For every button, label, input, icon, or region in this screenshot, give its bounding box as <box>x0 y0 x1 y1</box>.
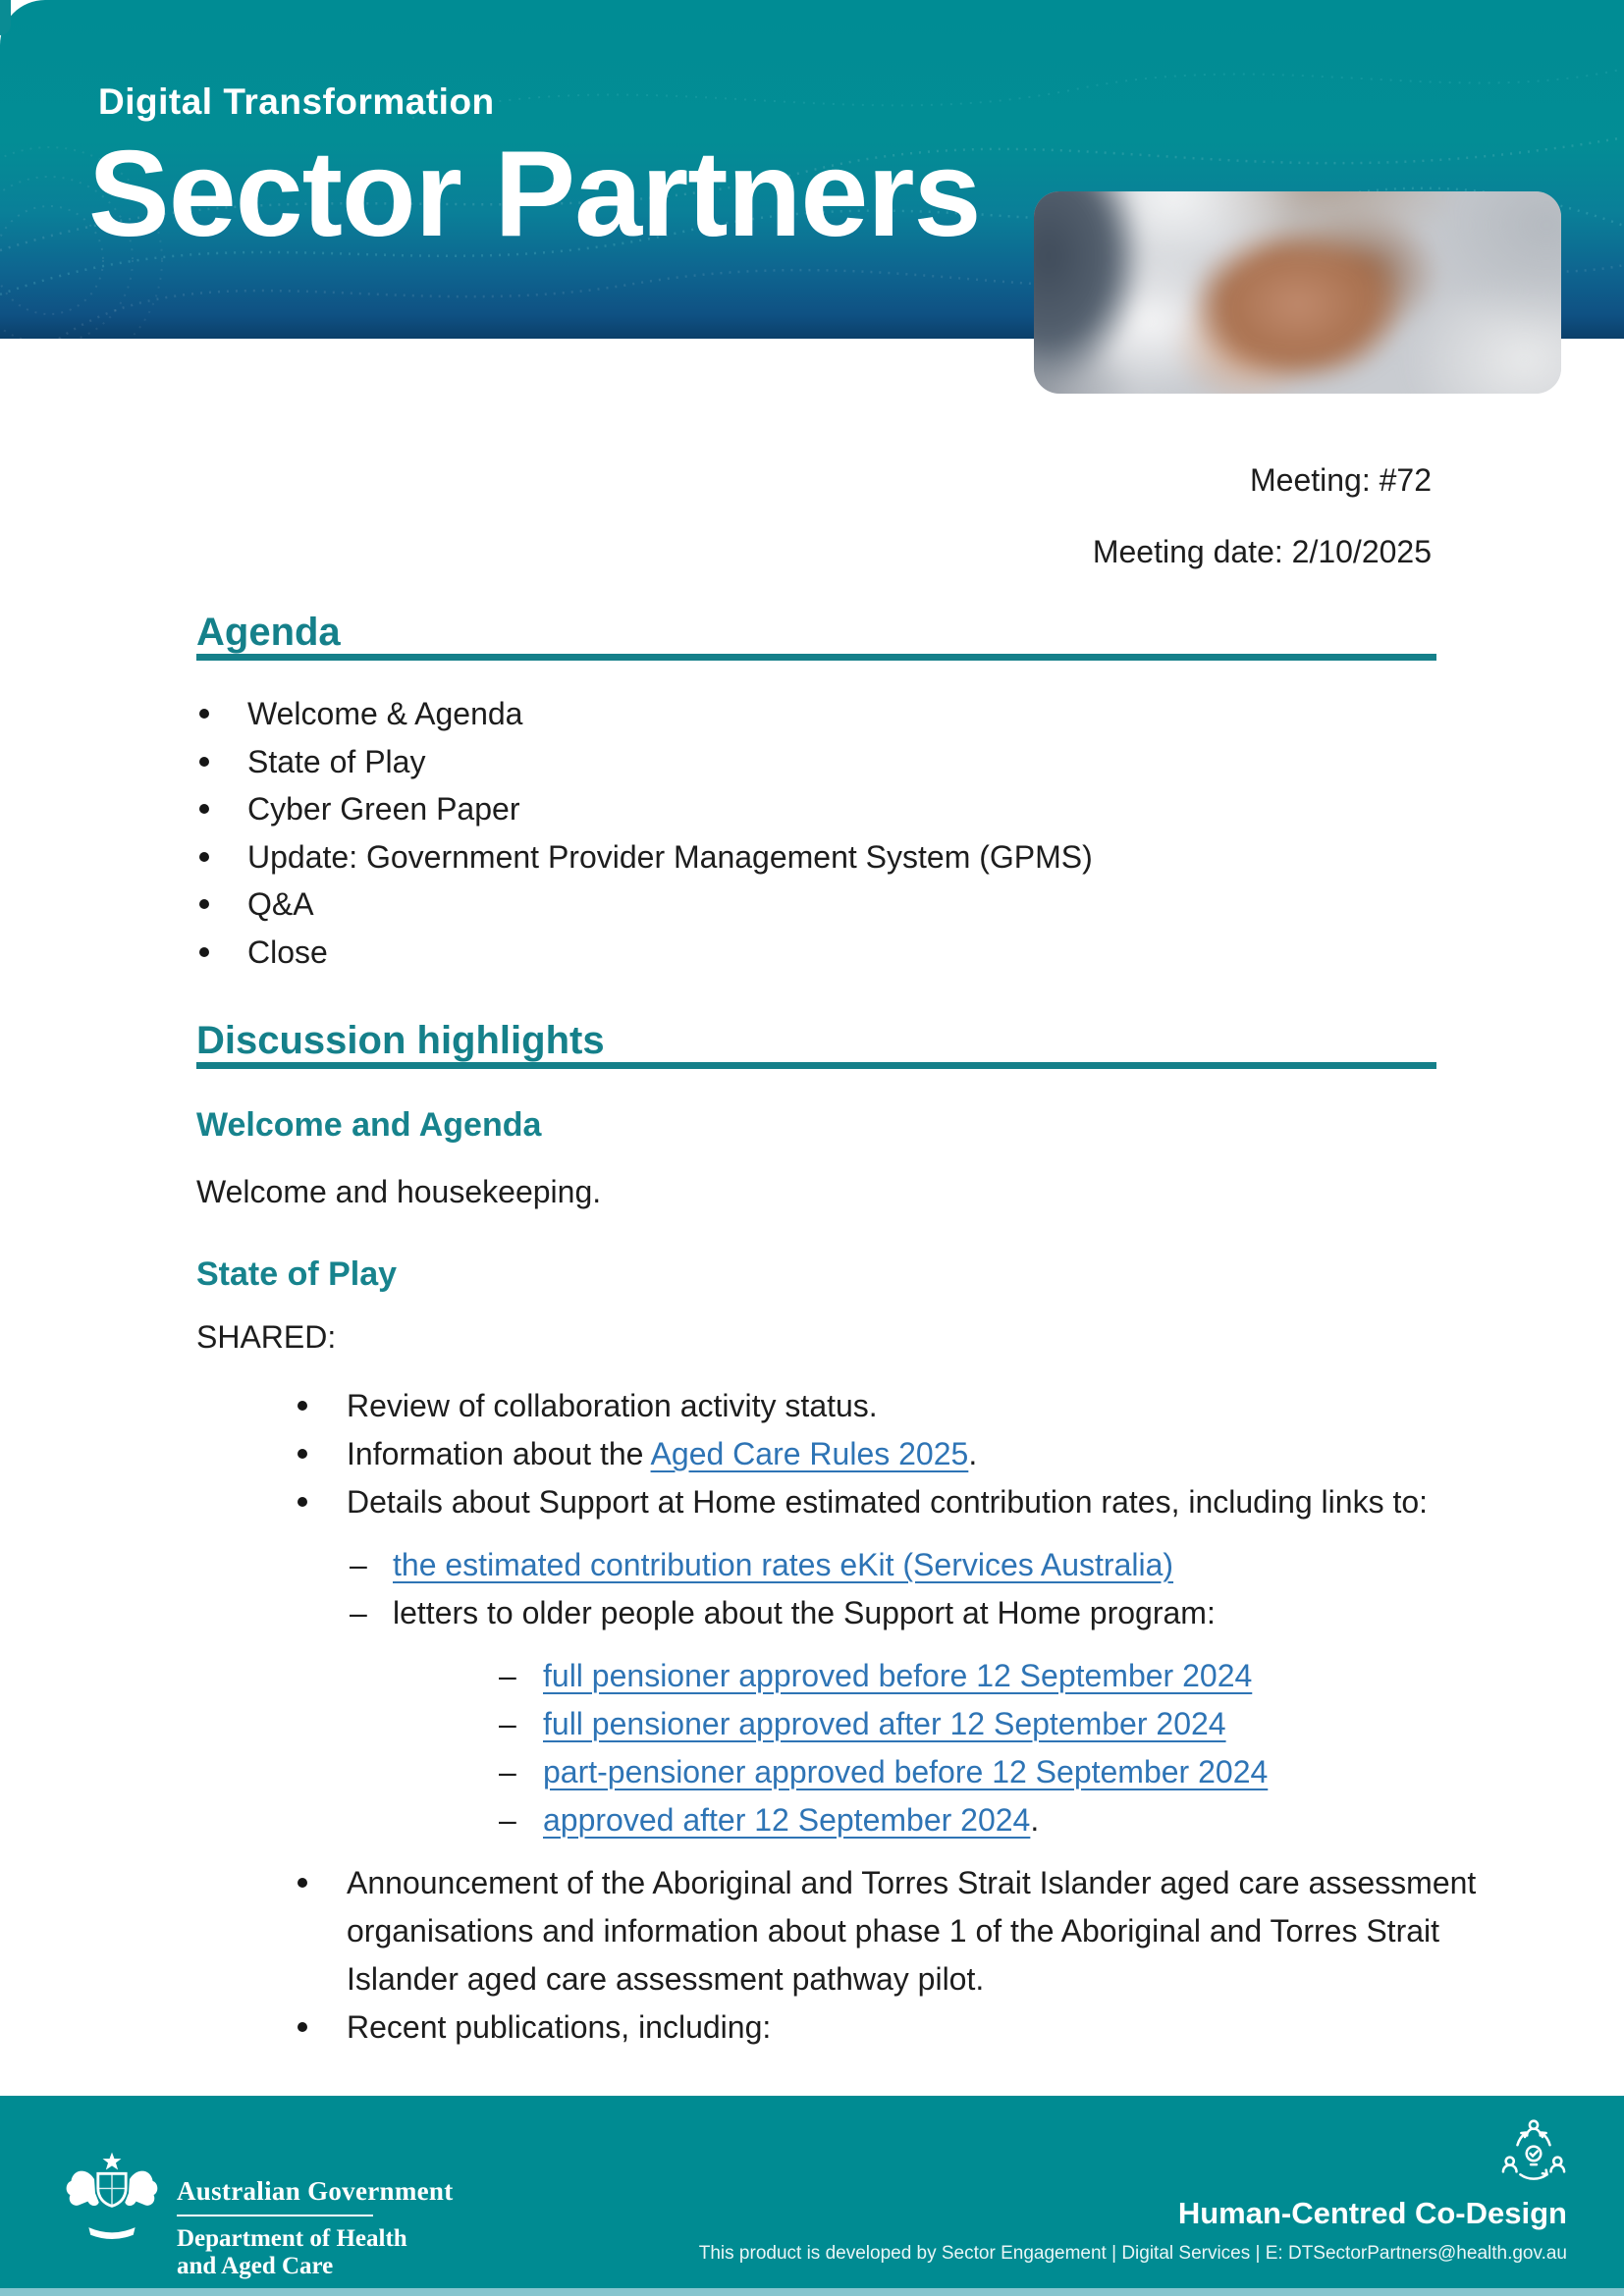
inline-link[interactable]: full pensioner approved before 12 September 2024 <box>543 1658 1253 1693</box>
state-of-play-subheading: State of Play <box>196 1255 398 1293</box>
welcome-body: Welcome and housekeeping. <box>196 1174 602 1209</box>
agenda-item: Close <box>199 929 1093 977</box>
list-item <box>0 1541 1434 1589</box>
coat-of-arms-logo <box>61 2147 163 2245</box>
footer-credit: This product is developed by Sector Engagement | Digital Services | E: DTSectorPartners@health.gov.au <box>698 2243 1567 2264</box>
section-divider <box>196 1062 1436 1069</box>
footer-banner <box>0 2096 1624 2296</box>
page-title: Sector Partners <box>88 127 981 262</box>
co-design-icon <box>1500 2117 1567 2184</box>
list-item <box>0 2003 1478 2052</box>
inline-link[interactable]: part-pensioner approved before 12 September 2024 <box>543 1754 1269 1789</box>
list-item <box>0 1652 1434 1700</box>
meeting-date: Meeting date: 2/10/2025 <box>1092 534 1432 569</box>
footer-bottom-strip <box>0 2288 1624 2296</box>
agenda-item: Q&A <box>199 881 1093 929</box>
agenda-heading: Agenda <box>196 611 341 654</box>
shared-label: SHARED: <box>196 1319 337 1355</box>
list-item <box>0 1700 1434 1748</box>
photo-art <box>1034 191 1561 394</box>
meeting-info <box>1093 462 1432 570</box>
co-design-title: Human-Centred Co-Design <box>1177 2196 1567 2230</box>
agenda-item: State of Play <box>199 738 1093 786</box>
text-segment: Announcement of the Aboriginal and Torres Strait Islander aged care assessment organisations and information about phase 1 of the Aboriginal and Torres Strait Islander aged care assessment pathway pilot. <box>347 1865 1477 1997</box>
government-logo-text <box>177 2176 454 2280</box>
inline-link[interactable]: the estimated contribution rates eKit (Services Australia) <box>393 1547 1174 1582</box>
gov-line3: and Aged Care <box>177 2253 334 2279</box>
agenda-list <box>199 690 1093 976</box>
list-item <box>0 1796 1434 1844</box>
inline-link[interactable]: full pensioner approved after 12 September 2024 <box>543 1706 1226 1741</box>
list-item <box>0 1748 1434 1796</box>
list-item <box>0 1859 1478 2003</box>
gov-line2: Department of Health <box>177 2225 407 2252</box>
text-segment: Recent publications, including: <box>347 2009 772 2045</box>
discussion-heading: Discussion highlights <box>196 1019 605 1062</box>
list-item <box>0 1382 1478 1430</box>
welcome-subheading: Welcome and Agenda <box>196 1106 542 1144</box>
header-kicker: Digital Transformation <box>98 81 495 122</box>
text-segment: . <box>968 1436 978 1471</box>
section-divider <box>196 654 1436 661</box>
list-item <box>0 1430 1478 1478</box>
meeting-number: Meeting: #72 <box>1249 462 1432 498</box>
shared-list <box>0 1382 1478 2052</box>
list-item <box>0 1589 1434 1637</box>
text-segment: . <box>1030 1802 1040 1838</box>
agenda-item: Cyber Green Paper <box>199 785 1093 833</box>
inline-link[interactable]: Aged Care Rules 2025 <box>650 1436 969 1471</box>
corner-decoration <box>0 0 11 35</box>
team-hands-photo <box>1034 191 1561 394</box>
agenda-item: Update: Government Provider Management System (GPMS) <box>199 833 1093 881</box>
text-segment: Information about the <box>347 1436 651 1471</box>
text-segment: Review of collaboration activity status. <box>347 1388 878 1423</box>
text-segment: Details about Support at Home estimated contribution rates, including links to: <box>347 1484 1429 1520</box>
text-segment: letters to older people about the Support at Home program: <box>393 1595 1216 1630</box>
gov-divider <box>177 2215 373 2216</box>
gov-line1: Australian Government <box>177 2176 454 2206</box>
inline-link[interactable]: approved after 12 September 2024 <box>543 1802 1031 1838</box>
agenda-item: Welcome & Agenda <box>199 690 1093 738</box>
list-item <box>0 1478 1478 1526</box>
